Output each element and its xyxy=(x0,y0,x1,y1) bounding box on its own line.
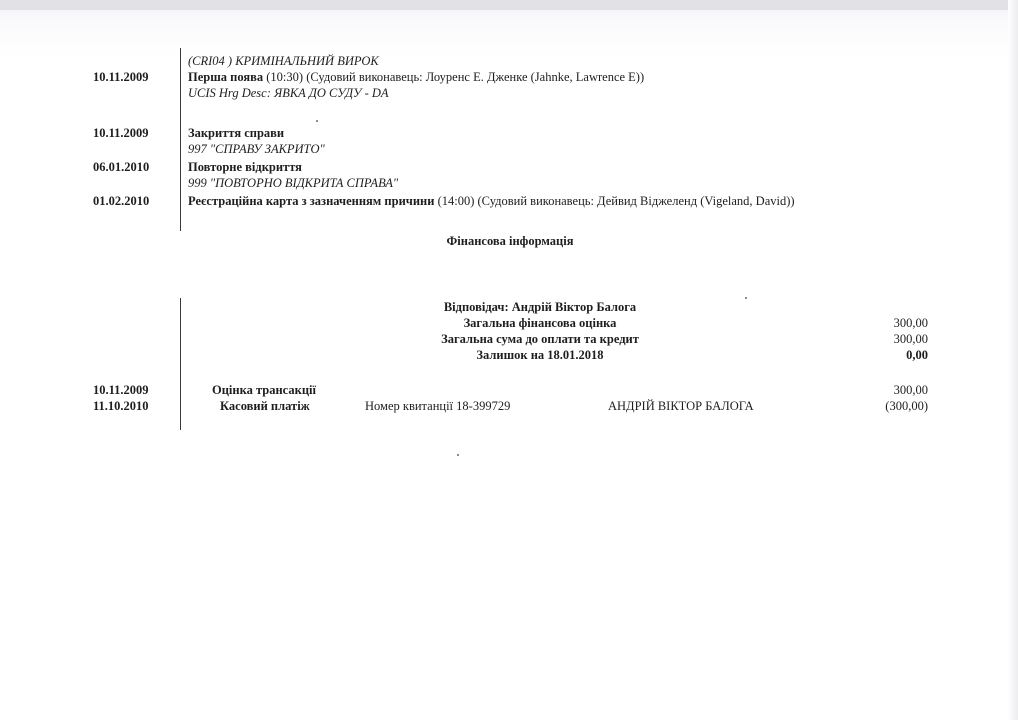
events-vertical-rule xyxy=(180,48,181,231)
transaction-amount: (300,00) xyxy=(885,399,928,413)
summary-value: 300,00 xyxy=(893,316,928,330)
event-subtitle: UCIS Hrg Desc: ЯВКА ДО СУДУ - DA xyxy=(188,86,389,100)
scan-speck xyxy=(316,120,318,122)
event-title: Повторне відкриття xyxy=(188,160,302,174)
event-title: Закриття справи xyxy=(188,126,285,140)
financial-vertical-rule xyxy=(180,298,181,430)
event-subtitle: 999 "ПОВТОРНО ВІДКРИТА СПРАВА" xyxy=(188,176,399,190)
event-date: 10.11.2009 xyxy=(93,70,149,84)
summary-label: Загальна фінансова оцінка xyxy=(463,316,617,330)
event-title: Реєстраційна карта з зазначенням причини xyxy=(188,194,435,208)
transaction-payer: АНДРІЙ ВІКТОР БАЛОГА xyxy=(608,399,754,413)
defendant-name: Відповідач: Андрій Віктор Балога xyxy=(443,300,637,314)
scan-speck xyxy=(457,454,459,456)
event-date: 01.02.2010 xyxy=(93,194,150,208)
event-detail: (14:00) (Судовий виконавець: Дейвид Віджеленд (Vigeland, David)) xyxy=(434,194,795,208)
transaction-type: Касовий платіж xyxy=(220,399,310,413)
event-date: 06.01.2010 xyxy=(93,160,150,174)
scan-speck xyxy=(745,297,747,299)
event-title: Перша поява xyxy=(188,70,264,84)
event-subtitle: 997 "СПРАВУ ЗАКРИТО" xyxy=(188,142,325,156)
transaction-date: 10.11.2009 xyxy=(93,383,149,397)
summary-value: 300,00 xyxy=(893,332,928,346)
event-date: 10.11.2009 xyxy=(93,126,149,140)
transaction-type: Оцінка трансакції xyxy=(212,383,316,397)
financial-heading: Фінансова інформація xyxy=(446,234,574,248)
event-line xyxy=(188,70,644,85)
transaction-receipt: Номер квитанції 18-399729 xyxy=(365,399,511,413)
transaction-amount: 300,00 xyxy=(893,383,928,397)
summary-value: 0,00 xyxy=(906,348,928,362)
summary-label: Загальна сума до оплати та кредит xyxy=(441,332,639,346)
scan-top-shadow xyxy=(0,0,1018,10)
transaction-date: 11.10.2010 xyxy=(93,399,149,413)
scan-right-edge xyxy=(1008,0,1018,720)
event-detail: (10:30) (Судовий виконавець: Лоуренс Е. Дженке (Jahnke, Lawrence E)) xyxy=(263,70,645,84)
summary-label: Залишок на 18.01.2018 xyxy=(476,348,604,362)
event-line xyxy=(188,194,795,209)
event-subtitle: (CRI04 ) КРИМІНАЛЬНИЙ ВИРОК xyxy=(188,54,379,68)
